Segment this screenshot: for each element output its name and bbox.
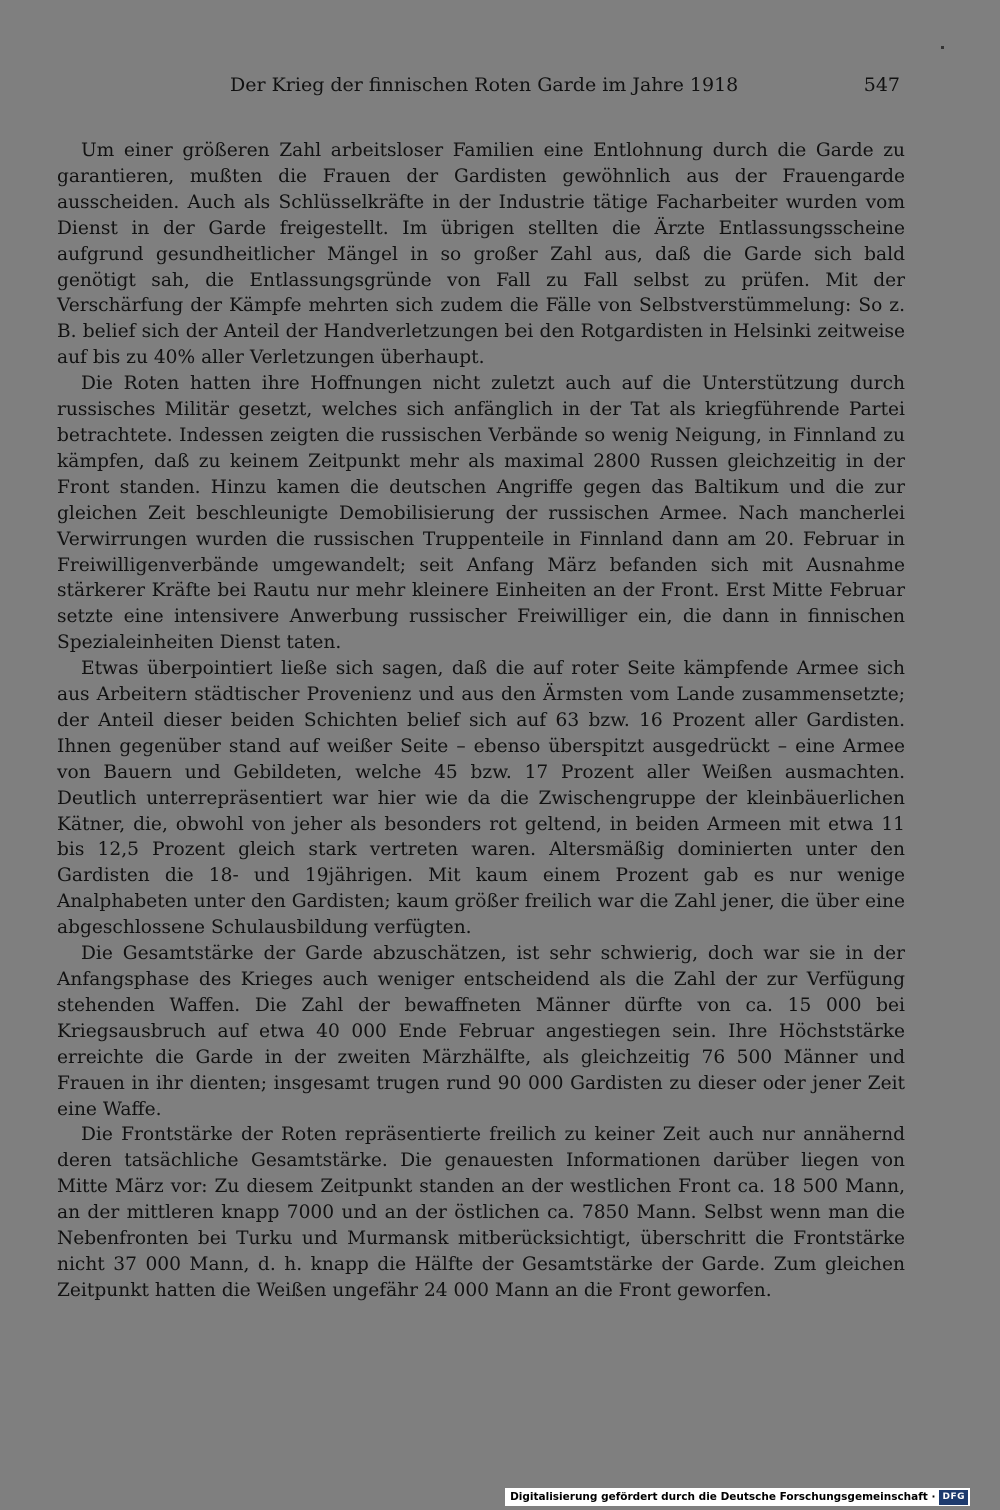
paragraph: Die Gesamtstärke der Garde abzuschätzen, ist sehr schwierig, doch war sie in der Anfangsphase des Krieges auch weniger entscheidend als die Zahl der zur Verfügung stehenden Waffen. Die Zahl der bewaffneten Männer dürfte von ca. 15 000 bei Kriegsausbruch auf etwa 40 000 Ende Februar angestiegen sein. Ihre Höchststärke erreichte die Garde in der zweiten Märzhälfte, als gleichzeitig 76 500 Männer und Frauen in ihr dienten; insgesamt trugen rund 90 000 Gardisten zu dieser oder jener Zeit eine Waffe. (57, 943, 905, 1120)
paragraph: Etwas überpointiert ließe sich sagen, daß die auf roter Seite kämpfende Armee sich aus Arbeitern städtischer Provenienz und aus den Ärmsten vom Lande zusammensetzte; der Anteil dieser beiden Schichten belief sich auf 63 bzw. 16 Prozent aller Gardisten. Ihnen gegenüber stand auf weißer Seite – ebenso überspitzt ausgedrückt – eine Armee von Bauern und Gebildeten, welche 45 bzw. 17 Prozent aller Weißen ausmachten. Deutlich unterrepräsentiert war hier wie da die Zwischengruppe der kleinbäuerlichen Kätner, die, obwohl von jeher als besonders rot geltend, in beiden Armeen mit etwa 11 bis 12,5 Prozent gleich stark vertreten waren. Altersmäßig dominierten unter den Gardisten die 18- und 19jährigen. Mit kaum einem Prozent gab es nur wenige Analphabeten unter den Gardisten; kaum größer freilich war die Zahl jener, die über eine abgeschlossene Schulausbildung verfügten. (57, 658, 905, 939)
credit-text: Digitalisierung gefördert durch die Deutsche Forschungsgemeinschaft · (510, 1491, 936, 1503)
scan-speck (941, 46, 944, 49)
dfg-logo: DFG (939, 1490, 968, 1505)
running-header (230, 70, 900, 100)
body-text (57, 138, 905, 1304)
page-number: 547 (863, 74, 900, 96)
running-title: Der Krieg der finnischen Roten Garde im Jahre 1918 (230, 74, 739, 96)
paragraph: Um einer größeren Zahl arbeitsloser Familien eine Entlohnung durch die Garde zu garantieren, mußten die Frauen der Gardisten gewöhnlich aus der Frauengarde ausscheiden. Auch als Schlüsselkräfte in der Industrie tätige Facharbeiter wurden vom Dienst in der Garde freigestellt. Im übrigen stellten die Ärzte Entlassungsscheine aufgrund gesundheitlicher Mängel in so großer Zahl aus, daß die Garde sich bald genötigt sah, die Entlassungsgründe von Fall zu Fall selbst zu prüfen. Mit der Verschärfung der Kämpfe mehrten sich zudem die Fälle von Selbstverstümmelung: So z. B. belief sich der Anteil der Handverletzungen bei den Rotgardisten in Helsinki zeitweise auf bis zu 40% aller Verletzungen überhaupt. (57, 140, 905, 369)
paragraph: Die Roten hatten ihre Hoffnungen nicht zuletzt auch auf die Unterstützung durch russisches Militär gesetzt, welches sich anfänglich in der Tat als kriegführende Partei betrachtete. Indessen zeigten die russischen Verbände so wenig Neigung, in Finnland zu kämpfen, daß zu keinem Zeitpunkt mehr als maximal 2800 Russen gleichzeitig in der Front standen. Hinzu kamen die deutschen Angriffe gegen das Baltikum und die zur gleichen Zeit beschleunigte Demobilisierung der russischen Armee. Nach mancherlei Verwirrungen wurden die russischen Truppenteile in Finnland dann am 20. Februar in Freiwilligenverbände umgewandelt; seit Anfang März befanden sich mit Ausnahme stärkerer Kräfte bei Rautu nur mehr kleinere Einheiten an der Front. Erst Mitte Februar setzte eine intensivere Anwerbung russischer Freiwilliger ein, die dann in finnischen Spezialeinheiten Dienst taten. (57, 373, 905, 654)
paragraph: Die Frontstärke der Roten repräsentierte freilich zu keiner Zeit auch nur annähernd deren tatsächliche Gesamtstärke. Die genauesten Informationen darüber liegen von Mitte März vor: Zu diesem Zeitpunkt standen an der westlichen Front ca. 18 500 Mann, an der mittleren knapp 7000 und an der östlichen ca. 7850 Mann. Selbst wenn man die Nebenfronten bei Turku und Murmansk mitberücksichtigt, überschritt die Frontstärke nicht 37 000 Mann, d. h. knapp die Hälfte der Gesamtstärke der Garde. Zum gleichen Zeitpunkt hatten die Weißen ungefähr 24 000 Mann an die Front geworfen. (57, 1124, 905, 1301)
digitization-credit (505, 1488, 970, 1506)
